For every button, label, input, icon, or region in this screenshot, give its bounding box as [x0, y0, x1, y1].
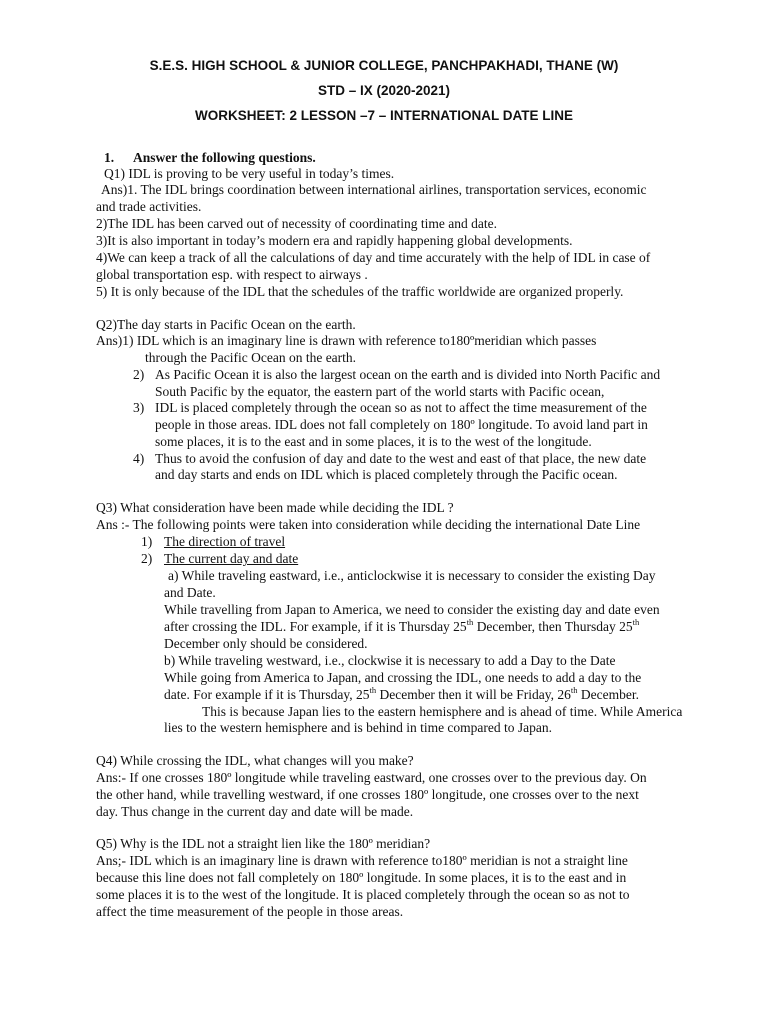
q2-answer-4-line-1: Thus to avoid the confusion of day and date to the west and east of that place, the new date	[155, 451, 647, 466]
q2-answer-2-line-2: South Pacific by the equator, the eastern part of the world starts with Pacific ocean,	[155, 384, 605, 399]
q4-answer-line-1: Ans:- If one crosses 180º longitude while traveling eastward, one crosses over to the previous day. On	[96, 770, 647, 785]
section-title: Answer the following questions.	[133, 150, 316, 165]
q3-point-1: The direction of travel	[164, 534, 286, 549]
q3-westward-line-2: While going from America to Japan, and crossing the IDL, one needs to add a day to the	[164, 670, 642, 685]
q5-answer-line-3: some places it is to the west of the longitude. It is placed completely through the ocean so as not to	[96, 887, 630, 902]
q2-answer-1-line-2: through the Pacific Ocean on the earth.	[145, 350, 357, 365]
q4-answer-line-2: the other hand, while travelling westward, if one crosses 180º longitude, one crosses over to the next	[96, 787, 639, 802]
q5-answer-line-4: affect the time measurement of the people in those areas.	[96, 904, 404, 919]
q4-answer-line-3: day. Thus change in the current day and date will be made.	[96, 804, 414, 819]
q5-answer-line-1: Ans;- IDL which is an imaginary line is drawn with reference to180º meridian is not a straight line	[96, 853, 628, 868]
q1-answer-5: 5) It is only because of the IDL that the schedules of the traffic worldwide are organized properly.	[96, 284, 624, 299]
q3-reason-line-2: lies to the western hemisphere and is behind in time compared to Japan.	[164, 720, 553, 735]
q2-answer-3-line-3: some places, it is to the east and in some places, it is to the west of the longitude.	[155, 434, 592, 449]
q3-eastward-line-1: a) While traveling eastward, i.e., anticlockwise it is necessary to consider the existing Day	[168, 568, 656, 583]
q1-answer-3: 3)It is also important in today’s modern era and rapidly happening global developments.	[96, 233, 573, 248]
std-year: STD – IX (2020-2021)	[317, 83, 451, 98]
q3-point-2-number: 2)	[141, 551, 153, 566]
section-number: 1.	[104, 150, 115, 165]
worksheet-title: WORKSHEET: 2 LESSON –7 – INTERNATIONAL DATE LINE	[194, 108, 574, 123]
school-name: S.E.S. HIGH SCHOOL & JUNIOR COLLEGE, PANCHPAKHADI, THANE (W)	[149, 58, 619, 73]
q1-answer-1-line-1: Ans)1. The IDL brings coordination between international airlines, transportation services, economic	[101, 182, 647, 197]
q3-point-2: The current day and date	[164, 551, 299, 566]
q2-answer-3-line-1: IDL is placed completely through the ocean so as not to affect the time measurement of the	[155, 400, 647, 415]
q3-question: Q3) What consideration have been made while deciding the IDL ?	[96, 500, 454, 515]
q3-point-1-number: 1)	[141, 534, 153, 549]
q1-answer-1-line-2: and trade activities.	[96, 199, 202, 214]
q2-answer-2-line-1: As Pacific Ocean it is also the largest ocean on the earth and is divided into North Pacific and	[155, 367, 661, 382]
q4-question: Q4) While crossing the IDL, what changes will you make?	[96, 753, 414, 768]
q1-question: Q1) IDL is proving to be very useful in today’s times.	[104, 166, 395, 181]
q2-answer-4-number: 4)	[133, 451, 145, 466]
q3-eastward-line-5: December only should be considered.	[164, 636, 368, 651]
q1-answer-4-line-1: 4)We can keep a track of all the calculations of day and time accurately with the help of IDL in case of	[96, 250, 651, 265]
q2-question: Q2)The day starts in Pacific Ocean on the earth.	[96, 317, 356, 332]
q2-answer-1-line-1: Ans)1) IDL which is an imaginary line is drawn with reference to180ºmeridian which passes	[96, 333, 597, 348]
q5-question: Q5) Why is the IDL not a straight lien like the 180º meridian?	[96, 836, 431, 851]
q3-eastward-line-3: While travelling from Japan to America, we need to consider the existing day and date even	[164, 602, 660, 617]
q2-answer-3-number: 3)	[133, 400, 145, 415]
q3-reason-line-1: This is because Japan lies to the eastern hemisphere and is ahead of time. While America	[202, 704, 683, 719]
q3-westward-line-1: b) While traveling westward, i.e., clockwise it is necessary to add a Day to the Date	[164, 653, 616, 668]
q1-answer-2: 2)The IDL has been carved out of necessity of coordinating time and date.	[96, 216, 497, 231]
q1-answer-4-line-2: global transportation esp. with respect to airways .	[96, 267, 368, 282]
q2-answer-3-line-2: people in those areas. IDL does not fall completely on 180º longitude. To avoid land part in	[155, 417, 648, 432]
q3-eastward-line-4: after crossing the IDL. For example, if it is Thursday 25th December, then Thursday 25th	[164, 617, 640, 634]
q2-answer-4-line-2: and day starts and ends on IDL which is placed completely through the Pacific ocean.	[155, 467, 618, 482]
q5-answer-line-2: because this line does not fall completely on 180º longitude. In some places, it is to the east and in	[96, 870, 627, 885]
q3-eastward-line-2: and Date.	[164, 585, 216, 600]
q2-answer-2-number: 2)	[133, 367, 145, 382]
q3-answer-intro: Ans :- The following points were taken into consideration while deciding the international Date Line	[96, 517, 641, 532]
q3-westward-line-3: date. For example if it is Thursday, 25th December then it will be Friday, 26th December.	[164, 685, 640, 702]
